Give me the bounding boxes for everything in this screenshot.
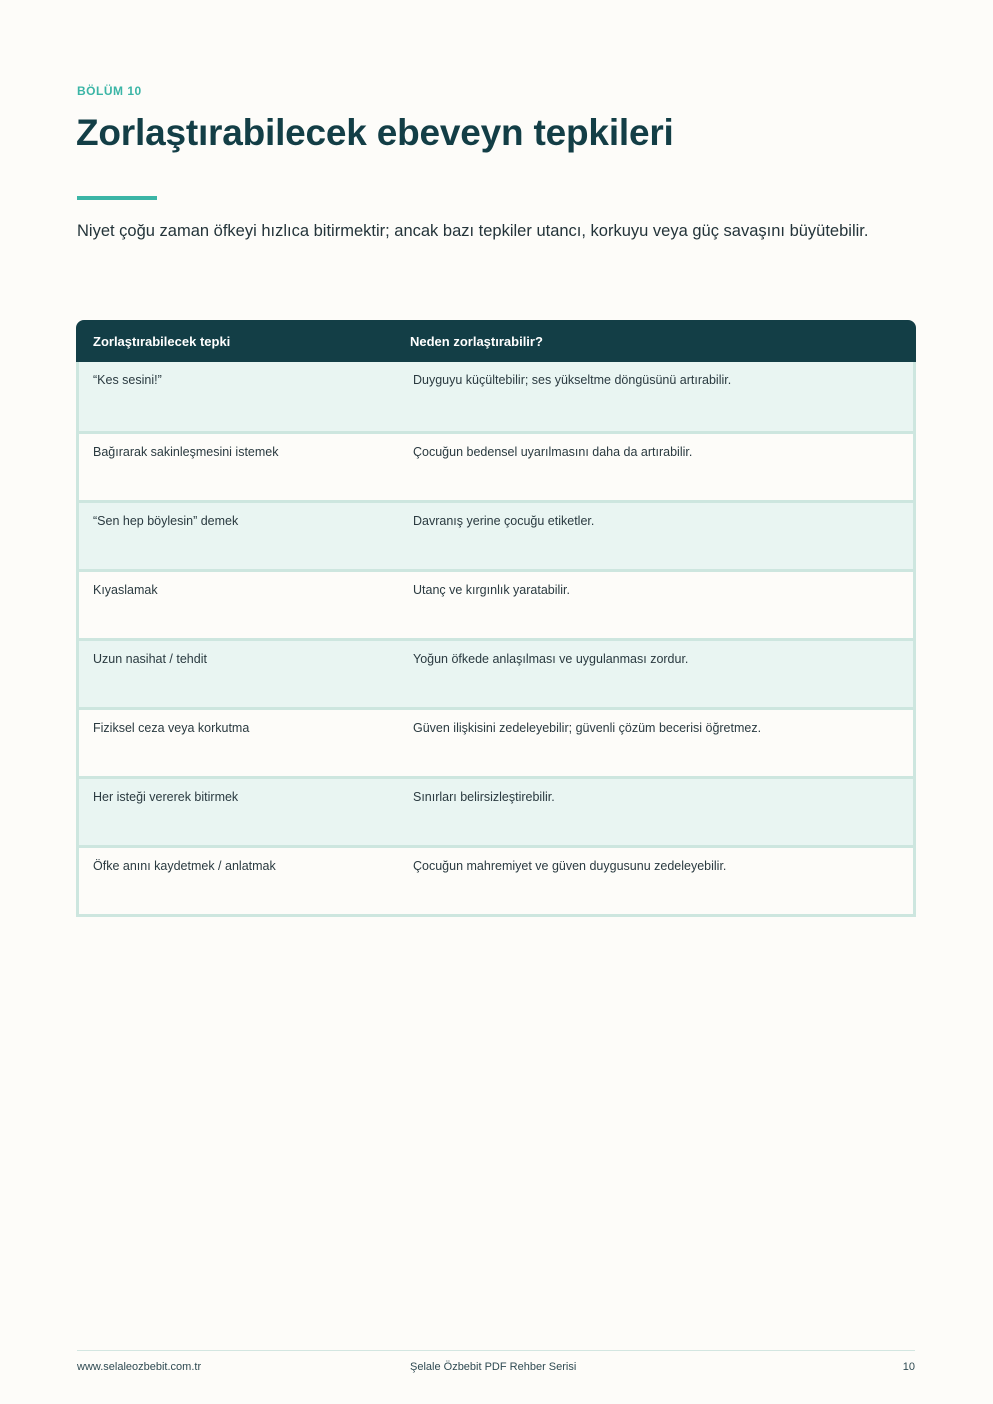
table-row xyxy=(79,707,913,776)
accent-divider xyxy=(77,196,157,200)
table-row xyxy=(79,845,913,914)
table-row xyxy=(79,776,913,845)
reaction-cell: Uzun nasihat / tehdit xyxy=(93,652,207,666)
reaction-cell: “Kes sesini!” xyxy=(93,373,162,387)
column-header-reaction: Zorlaştırabilecek tepki xyxy=(93,333,231,349)
reason-cell: Davranış yerine çocuğu etiketler. xyxy=(413,514,595,528)
reason-cell: Duyguyu küçültebilir; ses yükseltme döngüsünü artırabilir. xyxy=(413,373,732,387)
footer-website: www.selaleozbebit.com.tr xyxy=(77,1361,202,1373)
reason-cell: Yoğun öfkede anlaşılması ve uygulanması zordur. xyxy=(413,652,689,666)
reason-cell: Çocuğun bedensel uyarılmasını daha da artırabilir. xyxy=(413,445,693,459)
table-body xyxy=(76,362,916,917)
column-header-reason: Neden zorlaştırabilir? xyxy=(410,333,543,349)
reaction-cell: Bağırarak sakinleşmesini istemek xyxy=(93,445,279,459)
footer-series-title: Şelale Özbebit PDF Rehber Serisi xyxy=(410,1361,577,1373)
table-row xyxy=(79,362,913,431)
reactions-table xyxy=(76,320,916,917)
reaction-cell: Fiziksel ceza veya korkutma xyxy=(93,721,250,735)
footer-divider xyxy=(77,1350,915,1351)
table-row xyxy=(79,569,913,638)
reaction-cell: Öfke anını kaydetmek / anlatmak xyxy=(93,859,276,873)
table-row xyxy=(79,500,913,569)
table-header xyxy=(76,320,916,362)
reaction-cell: Kıyaslamak xyxy=(93,583,158,597)
intro-paragraph: Niyet çoğu zaman öfkeyi hızlıca bitirmektir; ancak bazı tepkiler utancı, korkuyu veya güç savaşını büyütebilir. xyxy=(77,222,869,240)
section-label: BÖLÜM 10 xyxy=(77,84,142,98)
reaction-cell: “Sen hep böylesin” demek xyxy=(93,514,239,528)
reason-cell: Çocuğun mahremiyet ve güven duygusunu zedeleyebilir. xyxy=(413,859,727,873)
page-title: Zorlaştırabilecek ebeveyn tepkileri xyxy=(76,112,674,153)
reason-cell: Güven ilişkisini zedeleyebilir; güvenli çözüm becerisi öğretmez. xyxy=(413,721,762,735)
table-row xyxy=(79,431,913,500)
page-number: 10 xyxy=(902,1361,915,1373)
reaction-cell: Her isteği vererek bitirmek xyxy=(93,790,239,804)
reason-cell: Utanç ve kırgınlık yaratabilir. xyxy=(413,583,571,597)
table-row xyxy=(79,638,913,707)
reason-cell: Sınırları belirsizleştirebilir. xyxy=(413,790,555,804)
